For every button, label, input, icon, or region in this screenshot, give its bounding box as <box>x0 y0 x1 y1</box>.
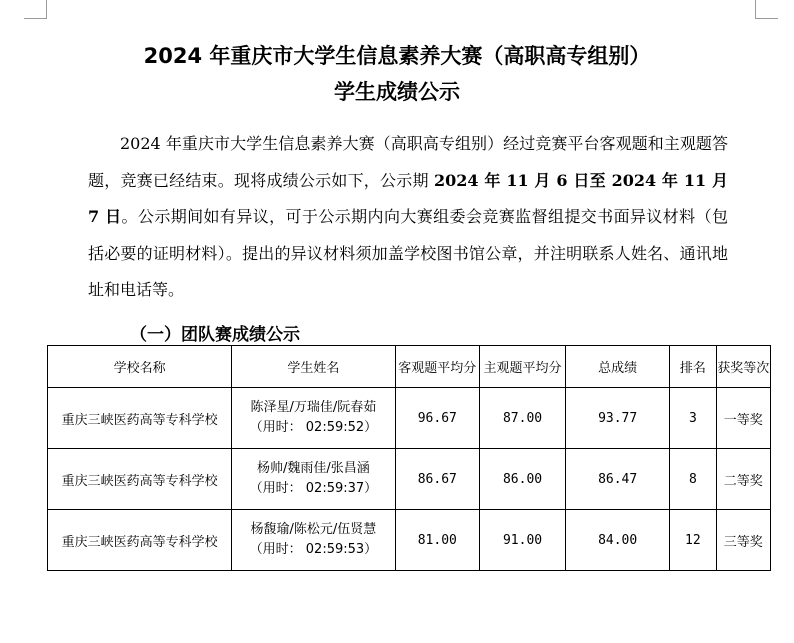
crop-mark-top-left <box>24 0 47 19</box>
cell-award: 一等奖 <box>716 388 770 449</box>
announcement-paragraph <box>88 126 728 309</box>
crop-mark-top-right <box>755 0 778 19</box>
table-row <box>48 510 771 571</box>
cell-total: 86.47 <box>566 449 670 510</box>
cell-objective: 96.67 <box>395 388 479 449</box>
cell-school: 重庆三峡医药高等专科学校 <box>48 449 232 510</box>
cell-subjective: 91.00 <box>479 510 565 571</box>
cell-school: 重庆三峡医药高等专科学校 <box>48 388 232 449</box>
cell-objective: 86.67 <box>395 449 479 510</box>
cell-school: 重庆三峡医药高等专科学校 <box>48 510 232 571</box>
paragraph-text-2: 。公示期间如有异议，可于公示期内向大赛组委会竞赛监督组提交书面异议材料（包括必要的证明材料）。提出的异议材料须加盖学校图书馆公章，并注明联系人姓名、通讯地址和电话等。 <box>88 207 728 299</box>
header-subjective: 主观题平均分 <box>479 346 565 388</box>
document-title: 2024 年重庆市大学生信息素养大赛（高职高专组别） <box>143 44 651 68</box>
cell-rank: 3 <box>670 388 717 449</box>
header-total: 总成绩 <box>566 346 670 388</box>
table-header-row <box>48 346 771 388</box>
time-used: （用时： 02:59:53） <box>249 542 378 557</box>
paragraph-text-1: 2024 年重庆市大学生信息素养大赛（高职高专组别）经过竞赛平台客观题和主观题答题，竞赛已经结束。现将成绩公示如下，公示期 <box>88 134 728 190</box>
cell-award: 二等奖 <box>716 449 770 510</box>
student-names: 杨帅/魏雨佳/张昌涵 <box>257 461 370 476</box>
results-table <box>47 345 771 571</box>
table-row <box>48 449 771 510</box>
header-students: 学生姓名 <box>232 346 395 388</box>
section-heading: （一）团队赛成绩公示 <box>130 325 300 345</box>
cell-award: 三等奖 <box>716 510 770 571</box>
cell-rank: 8 <box>670 449 717 510</box>
cell-students <box>232 449 395 510</box>
cell-rank: 12 <box>670 510 717 571</box>
header-rank: 排名 <box>670 346 717 388</box>
student-names: 杨馥瑜/陈松元/伍贤慧 <box>250 522 377 537</box>
cell-subjective: 86.00 <box>479 449 565 510</box>
paragraph-date-range: 2024 年 11 月 6 日至 2024 年 11 月 7 日 <box>88 170 728 226</box>
cell-students <box>232 510 395 571</box>
cell-students <box>232 388 395 449</box>
time-used: （用时： 02:59:52） <box>249 420 378 435</box>
time-used: （用时： 02:59:37） <box>249 481 378 496</box>
header-award: 获奖等次 <box>716 346 770 388</box>
cell-total: 93.77 <box>566 388 670 449</box>
cell-objective: 81.00 <box>395 510 479 571</box>
document-subtitle: 学生成绩公示 <box>334 80 460 104</box>
header-school: 学校名称 <box>48 346 232 388</box>
table-row <box>48 388 771 449</box>
cell-total: 84.00 <box>566 510 670 571</box>
cell-subjective: 87.00 <box>479 388 565 449</box>
header-objective: 客观题平均分 <box>395 346 479 388</box>
student-names: 陈泽星/万瑞佳/阮春茹 <box>250 400 377 415</box>
